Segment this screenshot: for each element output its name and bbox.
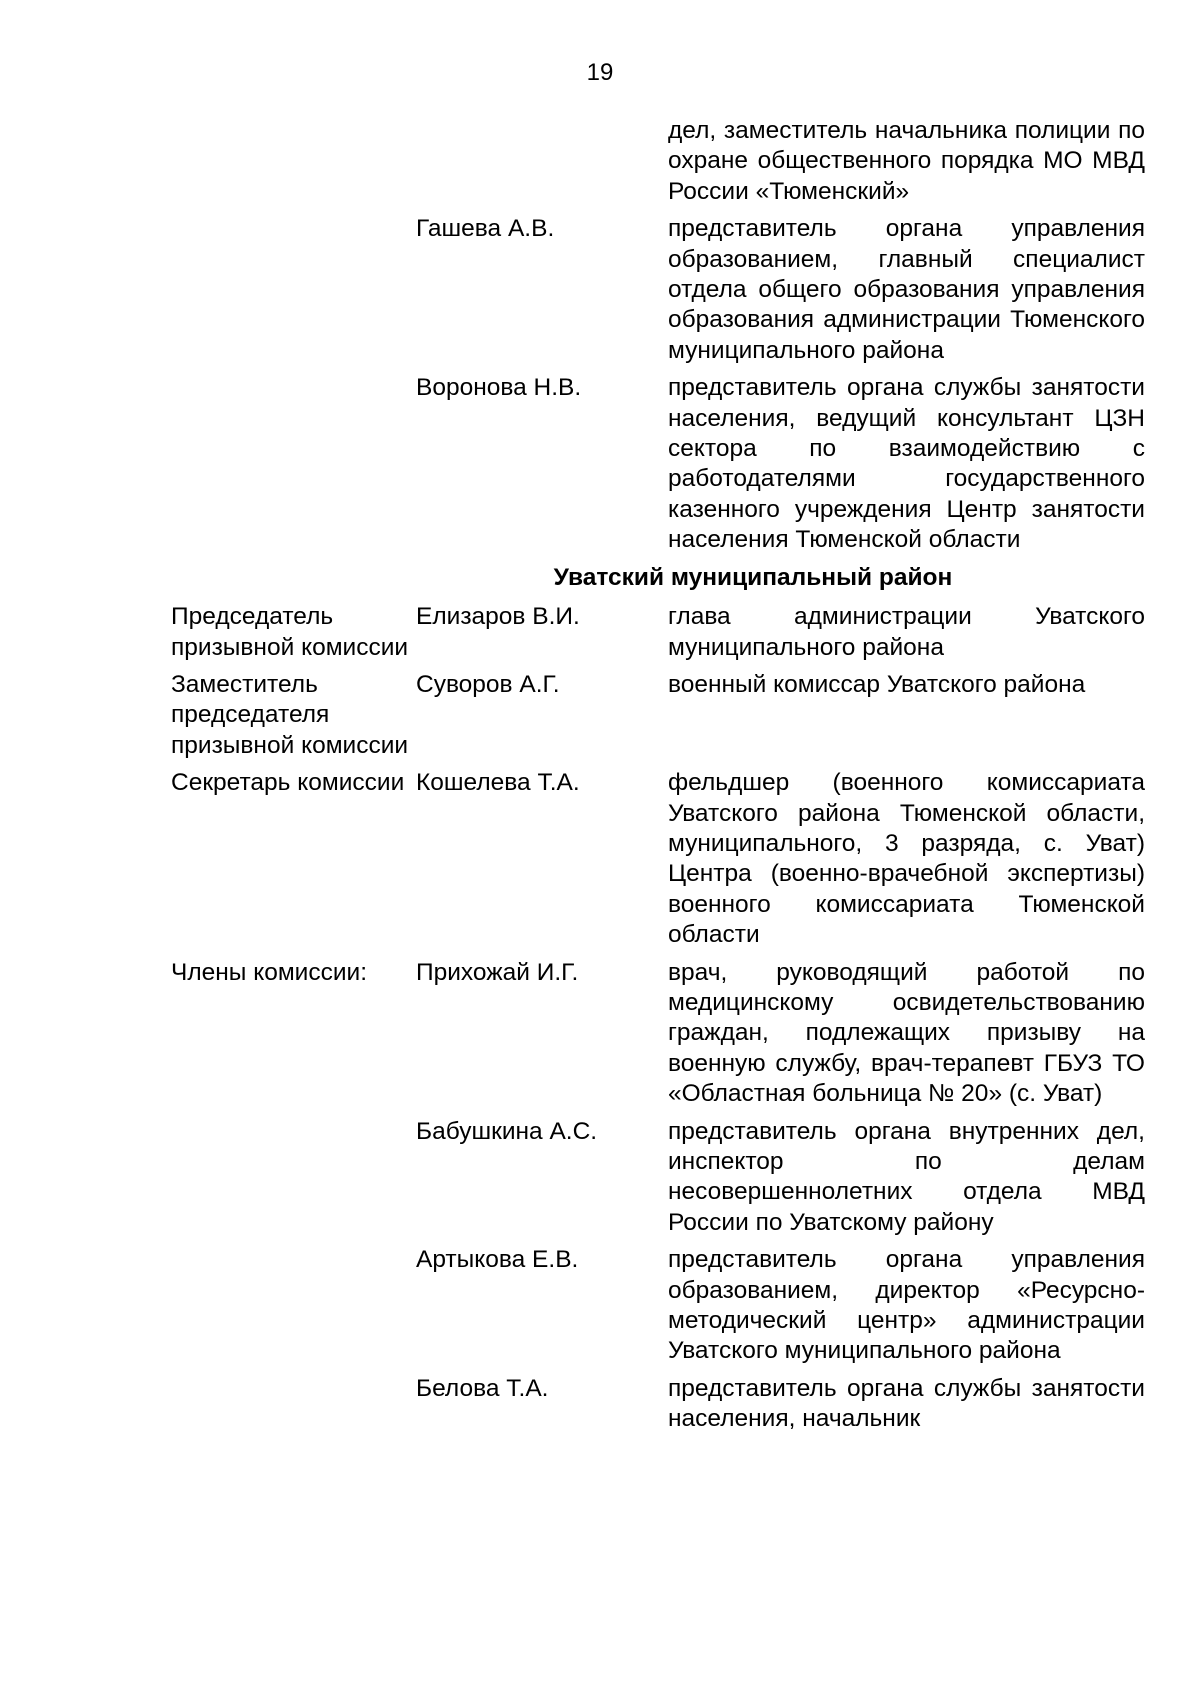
member-description: военный комиссар Уватского района bbox=[668, 670, 1086, 698]
member-description: представитель органа внутренних дел, инспектор по делам несовершеннолетних отдела МВД России по Уватскому району bbox=[668, 1117, 1145, 1236]
member-name: Суворов А.Г. bbox=[416, 670, 560, 698]
member-role: Члены комиссии: bbox=[171, 958, 368, 986]
member-name: Бабушкина А.С. bbox=[416, 1117, 598, 1145]
table-row bbox=[171, 214, 1145, 366]
table-row bbox=[171, 1117, 1145, 1239]
member-name: Прихожай И.Г. bbox=[416, 958, 579, 986]
member-description: глава администрации Уватского муниципального района bbox=[668, 603, 1145, 661]
member-name: Кошелева Т.А. bbox=[416, 769, 580, 797]
member-name: Гашева А.В. bbox=[416, 215, 555, 243]
member-name: Воронова Н.В. bbox=[416, 374, 582, 402]
member-role bbox=[171, 214, 416, 366]
member-description: представитель органа управления образованием, директор «Ресурсно-методический центр» администрации Уватского муниципального района bbox=[668, 1246, 1145, 1365]
member-name: Елизаров В.И. bbox=[416, 603, 580, 631]
member-name: Белова Т.А. bbox=[416, 1374, 549, 1402]
member-role bbox=[171, 373, 416, 555]
member-role bbox=[171, 1117, 416, 1239]
section-title: Уватский муниципальный район bbox=[553, 563, 953, 591]
member-description: фельдшер (военного комиссариата Уватского района Тюменской области, муниципального, 3 разряда, с. Уват) Центра (военно-врачебной экспертизы) военного комиссариата Тюменской области bbox=[668, 769, 1145, 949]
section-heading bbox=[171, 563, 1145, 593]
member-role bbox=[171, 1245, 416, 1367]
table-row bbox=[171, 1245, 1145, 1367]
table-row bbox=[171, 373, 1145, 555]
table-row bbox=[171, 670, 1145, 761]
commission-members-table bbox=[171, 116, 1145, 1442]
table-row bbox=[171, 768, 1145, 950]
member-description: представитель органа управления образованием, главный специалист отдела общего образования управления образования администрации Тюменского муниципального района bbox=[668, 215, 1145, 364]
table-row bbox=[171, 958, 1145, 1110]
member-name bbox=[416, 116, 668, 207]
member-description: представитель органа службы занятости населения, ведущий консультант ЦЗН сектора по взаимодействию с работодателями государственного казенного учреждения Центр занятости населения Тюменской области bbox=[668, 374, 1145, 554]
member-role: Заместитель председателя призывной комиссии bbox=[171, 670, 409, 759]
table-row bbox=[171, 116, 1145, 207]
page-number: 19 bbox=[586, 59, 614, 86]
table-row bbox=[171, 1374, 1145, 1435]
member-role: Председатель призывной комиссии bbox=[171, 603, 409, 661]
member-description: врач, руководящий работой по медицинскому освидетельствованию граждан, подлежащих призыву на военную службу, врач-терапевт ГБУЗ ТО «Областная больница № 20» (с. Уват) bbox=[668, 958, 1145, 1108]
member-description: представитель органа службы занятости населения, начальник bbox=[668, 1374, 1145, 1433]
member-role: Секретарь комиссии bbox=[171, 769, 405, 797]
member-name: Артыкова Е.В. bbox=[416, 1246, 579, 1274]
member-role bbox=[171, 1374, 416, 1435]
member-role bbox=[171, 116, 416, 207]
table-row bbox=[171, 602, 1145, 663]
member-description: дел, заместитель начальника полиции по охране общественного порядка МО МВД России «Тюменский» bbox=[668, 117, 1145, 205]
